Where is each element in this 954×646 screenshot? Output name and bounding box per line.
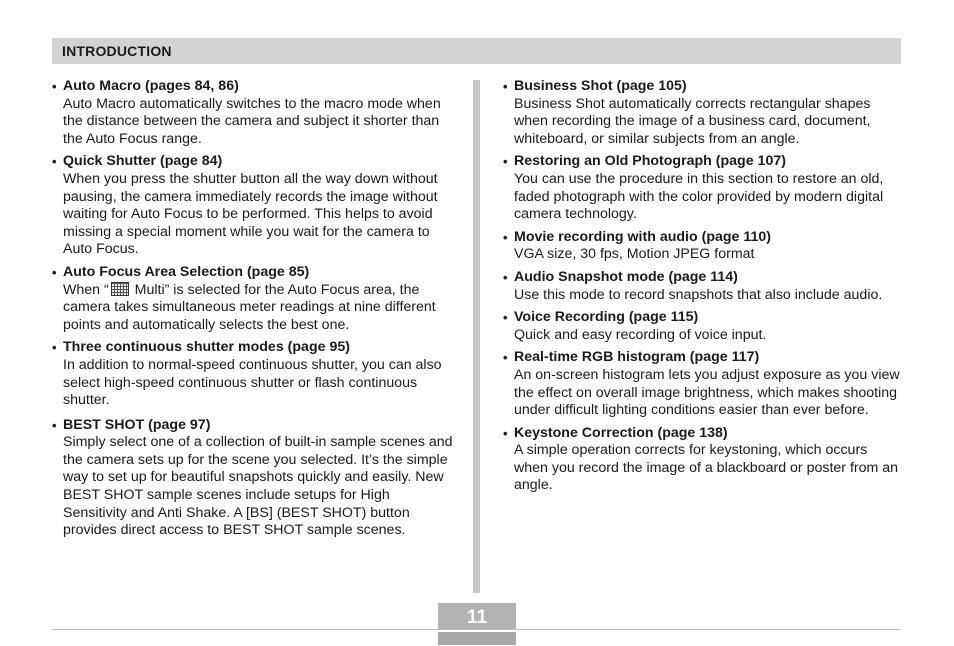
feature-title: Audio Snapshot mode (page 114) — [514, 268, 738, 285]
feature-title: Keystone Correction (page 138) — [514, 424, 728, 441]
feature-item — [503, 425, 905, 495]
bullet: • — [503, 229, 508, 245]
feature-item — [503, 153, 905, 223]
feature-item — [503, 269, 905, 304]
bullet: • — [52, 340, 57, 356]
feature-description: Auto Macro automatically switches to the macro mode when the distance between the camera and subject it shorter than the Auto Focus range. — [63, 95, 441, 147]
bullet: • — [503, 269, 508, 285]
bullet: • — [503, 154, 508, 170]
feature-title: Three continuous shutter modes (page 95) — [63, 339, 350, 356]
feature-item — [52, 153, 457, 259]
feature-title: Movie recording with audio (page 110) — [514, 228, 771, 245]
feature-item — [503, 309, 905, 344]
desc-after-icon: Multi” is selected for the Auto Focus area, the camera takes simultaneous meter readings at nine different points and automatically selects the best one. — [63, 281, 436, 333]
bullet: • — [52, 79, 57, 94]
feature-item — [503, 349, 905, 419]
feature-item — [52, 417, 457, 540]
column-divider — [473, 80, 480, 593]
feature-description: A simple operation corrects for keystoning, which occurs when you record the image of a blackboard or poster from an angle. — [514, 442, 899, 494]
right-column — [503, 78, 905, 500]
feature-item — [52, 339, 457, 409]
feature-description: VGA size, 30 fps, Motion JPEG format — [514, 246, 755, 263]
bullet: • — [52, 154, 57, 170]
feature-title: BEST SHOT (page 97) — [63, 416, 211, 433]
section-header-bar — [52, 38, 901, 64]
feature-item — [503, 229, 905, 264]
feature-item — [503, 78, 905, 148]
multi-focus-grid-icon — [111, 282, 129, 296]
feature-description: You can use the procedure in this section to restore an old, faded photograph with the color provided by modern digital camera technology. — [514, 170, 884, 223]
feature-description: An on-screen histogram lets you adjust exposure as you view the effect on overall image brightness, which makes shooting under difficult lighting conditions easier than ever before. — [514, 366, 900, 419]
feature-title: Business Shot (page 105) — [514, 78, 687, 94]
feature-description: Business Shot automatically corrects rectangular shapes when recording the image of a business card, document, whiteboard, or similar subjects from an angle. — [514, 95, 871, 147]
page-badge-bottom — [438, 632, 516, 645]
feature-description: Simply select one of a collection of built-in sample scenes and the camera sets up for the scene you selected. It’s the simple way to set up for beautiful snapshots quickly and easily. New BEST SHOT sample scenes include setups for High Sensitivity and Anti Shake. A [BS] (BEST SHOT) button provides direct access to BEST SHOT sample scenes. — [63, 434, 453, 539]
feature-description: Quick and easy recording of voice input. — [514, 326, 767, 343]
feature-item — [52, 78, 457, 148]
feature-item — [52, 264, 457, 334]
bullet: • — [503, 350, 508, 366]
page-number: 11 — [466, 607, 488, 628]
feature-title: Voice Recording (page 115) — [514, 309, 699, 326]
feature-description: When you press the shutter button all the way down without pausing, the camera immediately records the image without waiting for Auto Focus to be performed. This helps to avoid missing a special moment while you wait for the camera to Auto Focus. — [63, 170, 438, 258]
bullet: • — [52, 264, 57, 280]
bullet: • — [52, 417, 57, 433]
page-number-badge — [438, 603, 516, 645]
feature-title: Auto Focus Area Selection (page 85) — [63, 263, 310, 280]
feature-description — [63, 282, 457, 335]
bullet: • — [503, 425, 508, 441]
feature-description: In addition to normal-speed continuous shutter, you can also select high-speed continuous shutter or flash continuous shutter. — [63, 356, 442, 409]
feature-title: Auto Macro (pages 84, 86) — [63, 78, 239, 94]
feature-title: Restoring an Old Photograph (page 107) — [514, 153, 786, 170]
feature-description: Use this mode to record snapshots that also include audio. — [514, 286, 883, 303]
section-title: INTRODUCTION — [62, 43, 172, 59]
left-column — [52, 78, 457, 545]
feature-title: Real-time RGB histogram (page 117) — [514, 349, 760, 366]
desc-before-icon: When “ — [63, 281, 109, 298]
feature-title: Quick Shutter (page 84) — [63, 153, 223, 170]
bullet: • — [503, 79, 508, 94]
bullet: • — [503, 310, 508, 326]
